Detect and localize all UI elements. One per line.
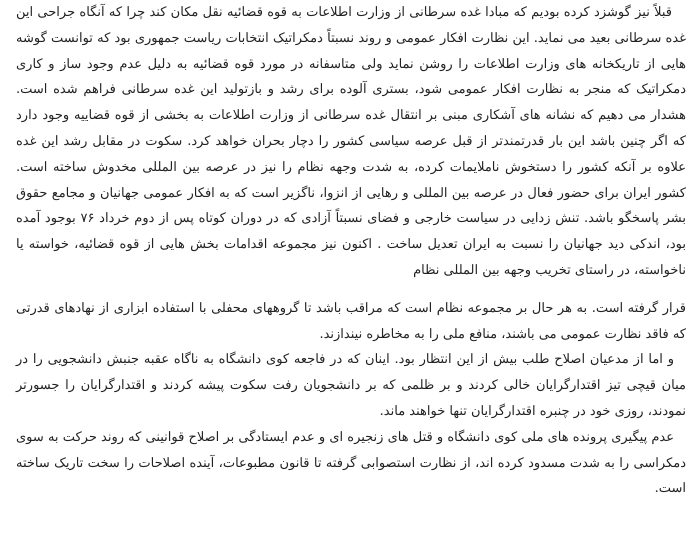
paragraph-1: قبلاً نیز گوشزد کرده بودیم که مبادا غده سرطانی از وزارت اطلاعات به قوه قضائیه نقل مکان کند چرا که آنگاه جراحی این غده سرطانی بعید می نماید. این نظارت افکار عمومی و روند نسبتاً دمکراتیک انتخابات ریاست جمهوری بود که توانست گوشه هایی از تاریکخانه های وزارت اطلاعات را روشن نماید ولی متاسفانه در مورد قوه قضائیه به دلیل عدم وجود ساز و کاری دمکراتیک که منجر به نظارت افکار عمومی شود، بستری آلوده برای رشد و بازتولید این غده سرطانی فراهم شده است. هشدار می دهیم که نشانه های آشکاری مبنی بر انتقال غده سرطانی از وزارت اطلاعات به بخشی از قوه قضاییه وجود دارد که اگر چنین باشد این بار قدرتمندتر از قبل عرصه سیاسی کشور را دچار بحران خواهد کرد. سکوت در مقابل رشد این غده علاوه بر آنکه کشور را دستخوش ناملایمات کرده، به شدت وجهه نظام را نیز در عرصه بین المللی مخدوش ساخته است. کشور ایران برای حضور فعال در عرصه بین المللی و رهایی از انزوا، ناگزیر است که به افکار عمومی جهانیان و مجامع حقوق بشر پاسخگو باشد. تنش زدایی در سیاست خارجی و فضای نسبتاً آزادی که در دوران کوتاه پس از دوم خرداد ۷۶ بوجود آمده بود، اندکی دید جهانیان را نسبت به ایران تعدیل ساخت . اکنون نیز مجموعه اقدامات بخش هایی از قوه قضائیه، خواسته یا ناخواسته، در راستای تخریب وجهه بین المللی نظام [16,5,686,278]
paragraph-4: عدم پیگیری پرونده های ملی کوی دانشگاه و قتل های زنجیره ای و عدم ایستادگی بر اصلاح قوانینی که روند حرکت به سوی دمکراسی را به شدت مسدود کرده اند، از نظارت استصوابی گرفته تا قانون مطبوعات، آینده اصلاحات را سخت تاریک ساخته است. [16,429,686,497]
paragraph-2: قرار گرفته است. به هر حال بر مجموعه نظام است که مراقب باشد تا گروههای محفلی با استفاده ابزاری از نهادهای قدرتی که فاقد نظارت عمومی می باشند، منافع ملی را به مخاطره نیندازند. [16,300,686,342]
paragraph-3: و اما از مدعیان اصلاح طلب بیش از این انتظار بود. اینان که در فاجعه کوی دانشگاه به ناگاه عقبه جنبش دانشجویی را در میان قیچی تیز اقتدارگرایان خالی کردند و بر ظلمی که بر دانشجویان رفت سکوت پیشه کردند و اقتدارگرایان را جسورتر نمودند، روزی خود در چنبره اقتدارگرایان تنها خواهند ماند. [16,352,686,419]
